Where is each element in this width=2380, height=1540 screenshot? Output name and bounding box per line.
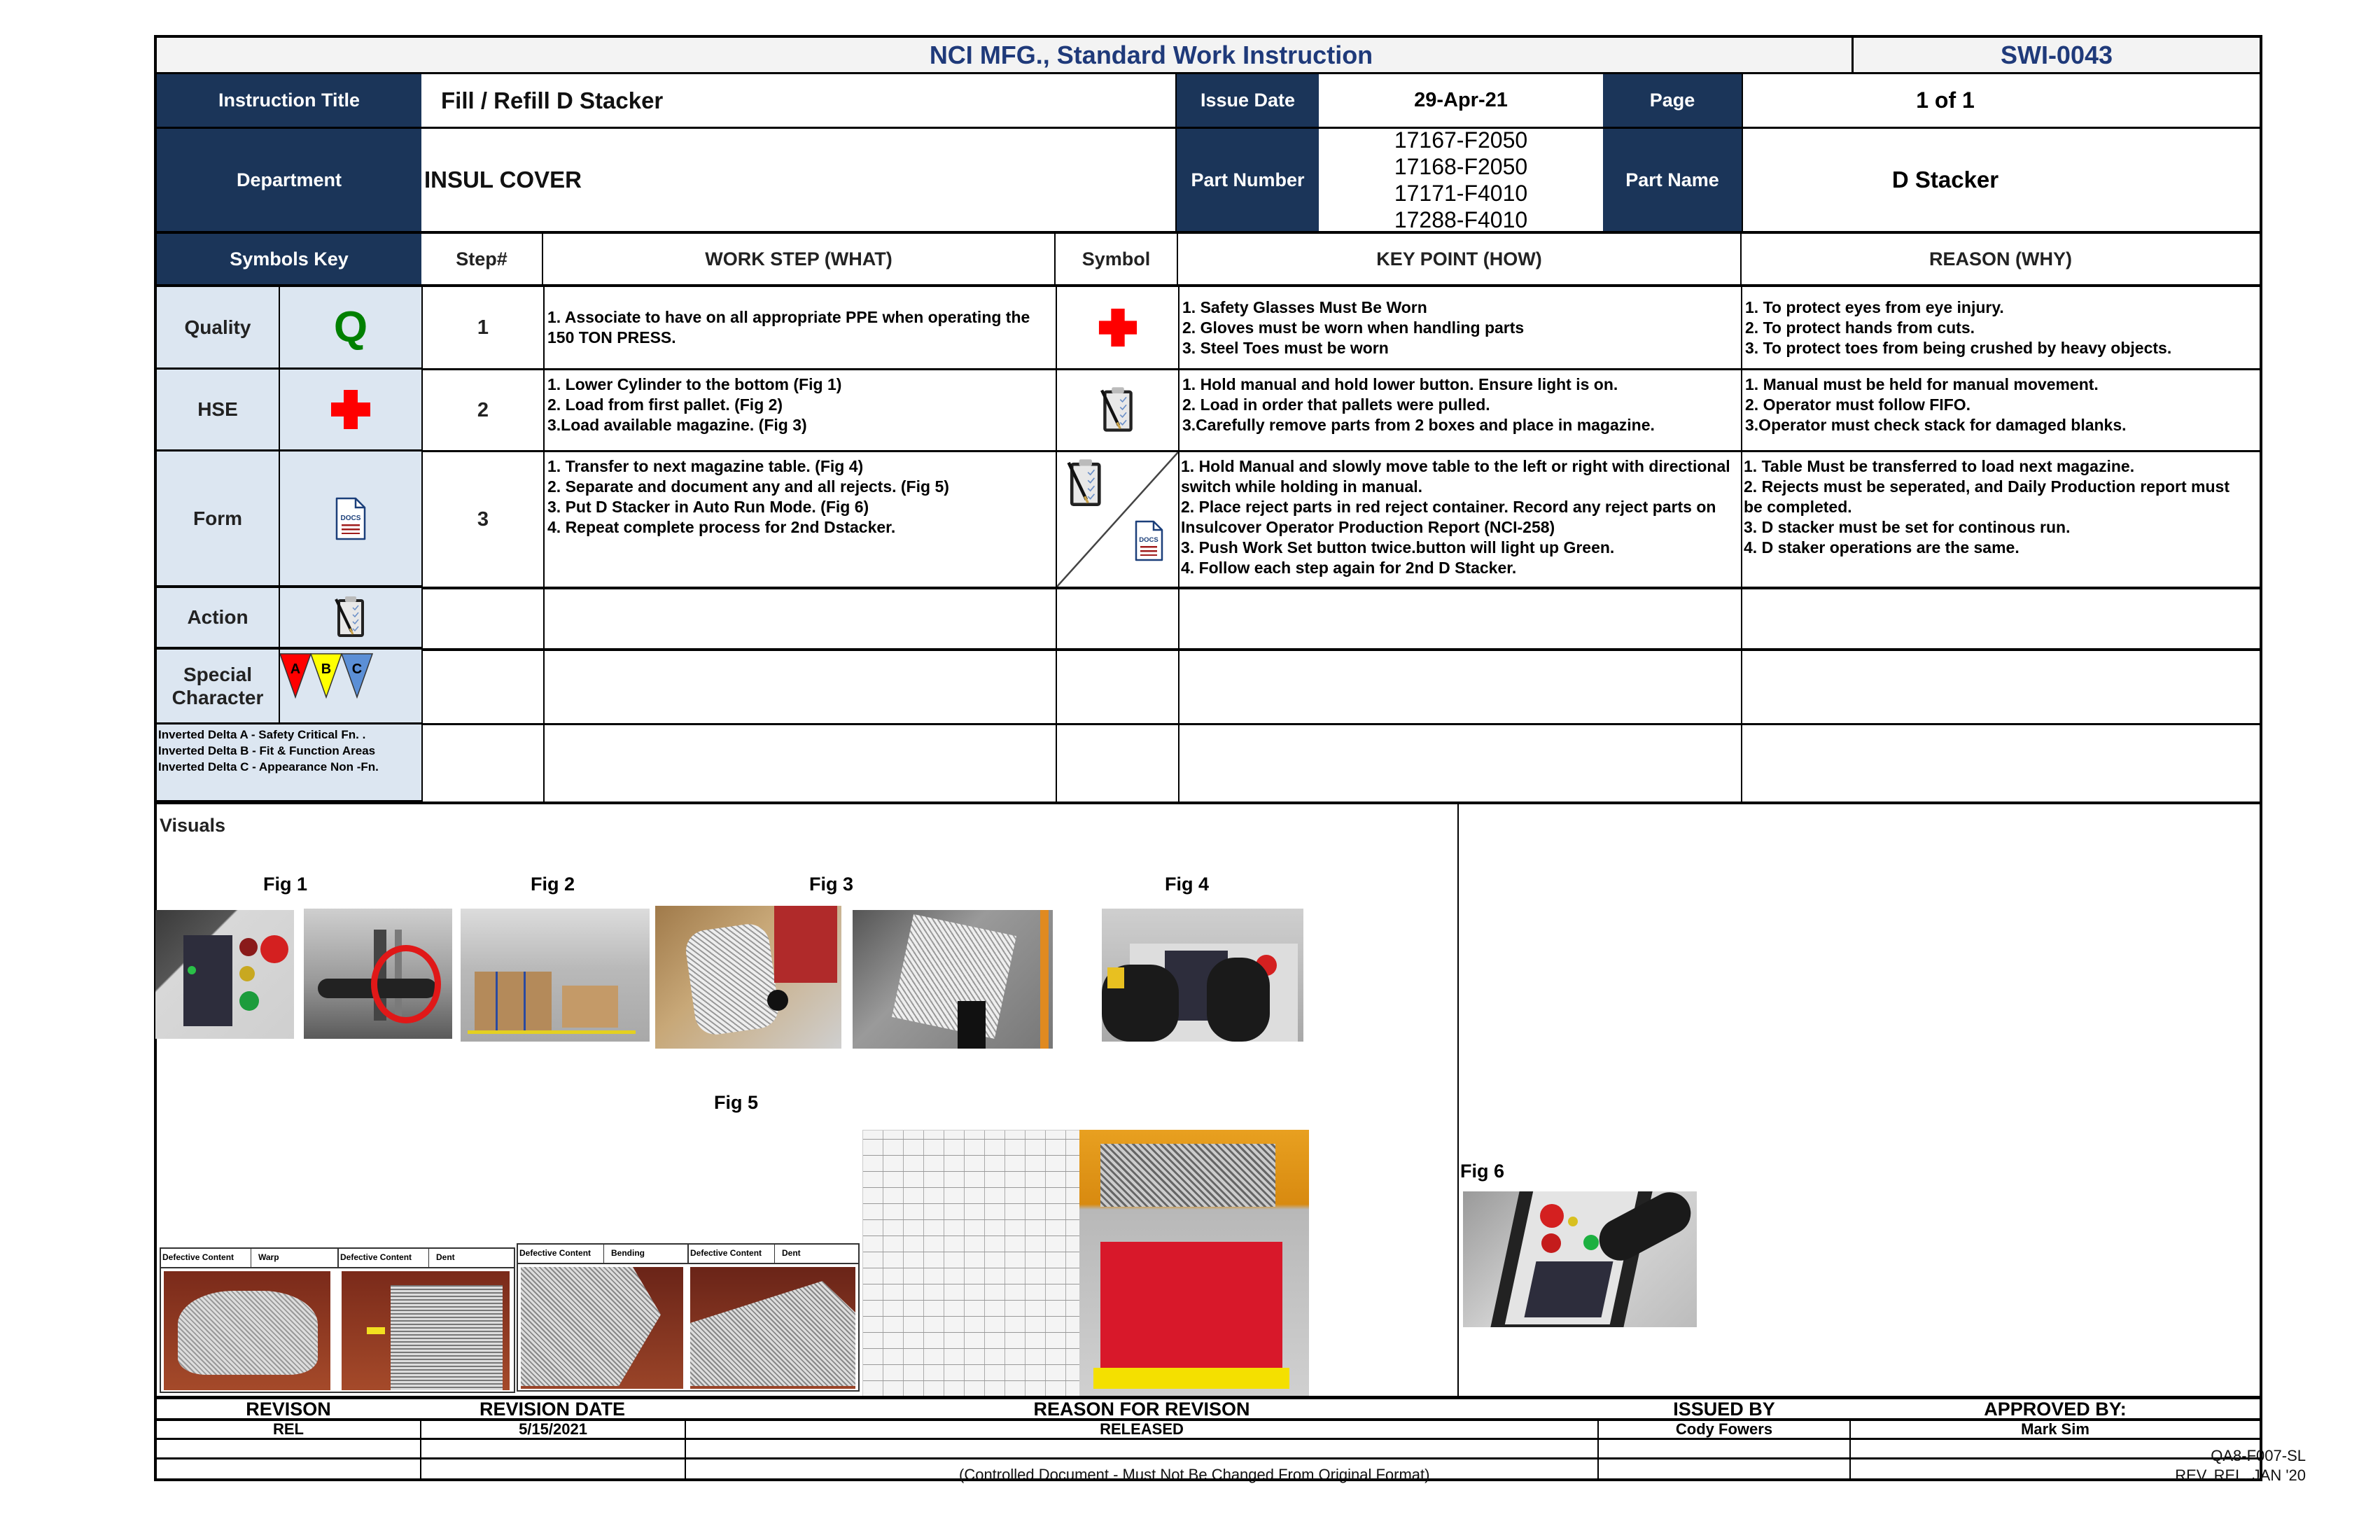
fig-2-label: Fig 2 (531, 874, 575, 895)
revision-row-1-issued-by: Cody Fowers (1675, 1420, 1773, 1438)
quality-q-icon: Q (333, 303, 368, 351)
legend-item: Inverted Delta A - Safety Critical Fn. . (158, 728, 366, 741)
defect-header: Defective Content (339, 1249, 429, 1267)
red-cross-icon (1098, 307, 1138, 348)
divider (421, 587, 2260, 589)
defect-type: Bending (611, 1248, 645, 1258)
divider (421, 723, 2260, 725)
clipboard-checklist-icon (333, 595, 368, 640)
approved-by-header: APPROVED BY: (1984, 1398, 2127, 1420)
part-name-label: Part Name (1603, 129, 1742, 234)
defect-header: Defective Content (161, 1249, 251, 1267)
part-number-field (1319, 129, 1603, 234)
title-bar (157, 38, 1854, 74)
step-number-3: 3 (477, 507, 489, 531)
reason-1: 1. To protect eyes from eye injury. 2. To protect hands from cuts. 3. To protect toes from being crushed by heavy objects. (1745, 298, 2172, 357)
page-label: Page (1603, 74, 1742, 129)
part-number-4: 17288-F4010 (1394, 207, 1528, 232)
visuals-divider (1457, 803, 1459, 1398)
step-symbol-3 (1057, 452, 1178, 587)
defect-type: Dent (782, 1248, 801, 1258)
page-field (1742, 74, 2260, 129)
divider (157, 1438, 2260, 1440)
part-number-2: 17168-F2050 (1394, 154, 1528, 179)
gloved-hands-panel-photo (1102, 909, 1303, 1042)
revision-row-1-date: 5/15/2021 (519, 1420, 587, 1438)
reason-header: REASON (WHY) (1742, 234, 2260, 287)
revision-date-header: REVISION DATE (479, 1398, 626, 1420)
quality-key-label: Quality (157, 287, 280, 370)
magazine-loaded-photo (853, 910, 1053, 1049)
inverted-delta-abc-icon (280, 652, 421, 701)
work-step-3: 1. Transfer to next magazine table. (Fig 4) 2. Separate and document any and all rejects. (Fig 5) 3. Put D Stacker in Auto Run Mode. (Fig 6) 4. Repeat complete process for 2nd Dstacker. (547, 457, 949, 536)
form-key-icon-cell (280, 451, 421, 588)
visuals-label: Visuals (160, 815, 226, 836)
revision-header: REVISON (246, 1398, 331, 1420)
svg-text:C: C (351, 662, 363, 677)
part-name-field (1742, 129, 2260, 234)
page-value: 1 of 1 (1916, 88, 1975, 113)
doc-number-box (1854, 38, 2260, 74)
action-key-label: Action (157, 588, 280, 650)
legend-item: Inverted Delta C - Appearance Non -Fn. (158, 760, 379, 774)
reason-for-revision-header: REASON FOR REVISON (1033, 1398, 1250, 1420)
defect-header: Defective Content (689, 1245, 775, 1263)
defect-type: Dent (436, 1252, 455, 1262)
instruction-title-value: Fill / Refill D Stacker (441, 87, 664, 113)
special-character-key-label: Special Character (157, 650, 280, 724)
divider (157, 1457, 2260, 1460)
defect-examples-photo (517, 1243, 860, 1392)
svg-text:DOCS: DOCS (1139, 536, 1158, 544)
action-key-icon-cell (280, 588, 421, 650)
fig-3-label: Fig 3 (809, 874, 854, 895)
legend-item: Inverted Delta B - Fit & Function Areas (158, 744, 376, 757)
defect-type: Warp (258, 1252, 279, 1262)
page-title: NCI MFG., Standard Work Instruction (929, 40, 1373, 69)
defect-header: Defective Content (518, 1245, 604, 1263)
inverted-delta-legend (157, 724, 421, 803)
issue-date-field (1319, 74, 1603, 129)
clipboard-and-docs-icon (1057, 452, 1178, 587)
symbols-key-header: Symbols Key (157, 234, 421, 287)
hse-key-label: HSE (157, 370, 280, 451)
issue-date-value: 29-Apr-21 (1414, 89, 1508, 111)
form-key-label: Form (157, 451, 280, 588)
key-point-1: 1. Safety Glasses Must Be Worn 2. Gloves must be worn when handling parts 3. Steel Toes must be worn (1182, 298, 1525, 357)
svg-text:A: A (290, 662, 301, 677)
production-report-form-photo (862, 1130, 1081, 1397)
fig-1-label: Fig 1 (263, 874, 308, 895)
step-symbol-1 (1057, 287, 1178, 368)
instruction-title-field (421, 74, 1177, 129)
key-point-2: 1. Hold manual and hold lower button. Ensure light is on. 2. Load in order that pallets were pulled. 3.Carefully remove parts from 2 boxes and place in magazine. (1182, 375, 1655, 434)
department-field (421, 129, 1177, 234)
key-point-header: KEY POINT (HOW) (1178, 234, 1742, 287)
controlled-document-note: (Controlled Document - Must Not Be Changed From Original Format) (959, 1466, 1430, 1483)
docs-document-icon (335, 496, 367, 541)
clipboard-checklist-icon (1098, 386, 1138, 435)
step-number-2: 2 (477, 398, 489, 421)
revision-row-1-approved-by: Mark Sim (2021, 1420, 2090, 1438)
control-panel-photo (155, 910, 294, 1039)
hse-key-icon-cell (280, 370, 421, 451)
issued-by-header: ISSUED BY (1673, 1398, 1775, 1420)
step-header: Step# (421, 234, 543, 287)
part-number-1: 17167-F2050 (1394, 127, 1528, 153)
department-value: INSUL COVER (424, 167, 582, 192)
revision-row-1-rev: REL (273, 1420, 304, 1438)
red-reject-container-photo (1079, 1130, 1309, 1396)
part-name-value: D Stacker (1891, 167, 1999, 192)
pallet-boxes-photo (461, 909, 650, 1042)
defect-examples-photo (160, 1247, 515, 1393)
part-number-label: Part Number (1177, 129, 1319, 234)
fig-4-label: Fig 4 (1165, 874, 1210, 895)
red-cross-icon (330, 388, 372, 430)
quality-key-icon-cell (280, 287, 421, 370)
department-label: Department (157, 129, 421, 234)
doc-number: SWI-0043 (2000, 40, 2113, 69)
reason-2: 1. Manual must be held for manual movement. 2. Operator must follow FIFO. 3.Operator must check stack for damaged blanks. (1745, 375, 2127, 434)
svg-text:DOCS: DOCS (340, 514, 361, 522)
key-point-3: 1. Hold Manual and slowly move table to the left or right with directional switch while holding in manual. 2. Place reject parts in red reject container. Record any reject parts on Insulcover Operator Production Report (NCI-258) 3. Push Work Set button twice.button will light up Green. 4. Follow each step again for 2nd D Stacker. (1181, 457, 1730, 577)
divider (157, 802, 2260, 804)
work-step-header: WORK STEP (WHAT) (543, 234, 1056, 287)
special-character-key-icon-cell (280, 650, 421, 724)
step-symbol-2 (1057, 370, 1178, 450)
fig-5-label: Fig 5 (714, 1092, 759, 1113)
step-number-1: 1 (477, 316, 489, 339)
work-step-2: 1. Lower Cylinder to the bottom (Fig 1) 2. Load from first pallet. (Fig 2) 3.Load available magazine. (Fig 3) (547, 375, 842, 434)
symbol-header: Symbol (1056, 234, 1178, 287)
issue-date-label: Issue Date (1177, 74, 1319, 129)
cylinder-highlight-photo (304, 909, 452, 1039)
fig-6-label: Fig 6 (1460, 1161, 1505, 1182)
revision-row-1-reason: RELEASED (1100, 1420, 1184, 1438)
box-blanks-photo (655, 906, 841, 1049)
instruction-title-label: Instruction Title (157, 74, 421, 129)
svg-text:B: B (321, 662, 332, 677)
form-code: QA8-F007-SL REV. REL. JAN '20 (2175, 1447, 2306, 1484)
auto-run-panel-photo (1463, 1191, 1697, 1327)
divider (421, 648, 2260, 651)
work-step-1: 1. Associate to have on all appropriate PPE when operating the 150 TON PRESS. (547, 308, 1030, 346)
reason-3: 1. Table Must be transferred to load next magazine. 2. Rejects must be seperated, and Daily Production report must be completed. 3. D stacker must be set for continous run. 4. D staker operations are the same. (1744, 457, 2230, 556)
part-number-3: 17171-F4010 (1394, 181, 1528, 206)
